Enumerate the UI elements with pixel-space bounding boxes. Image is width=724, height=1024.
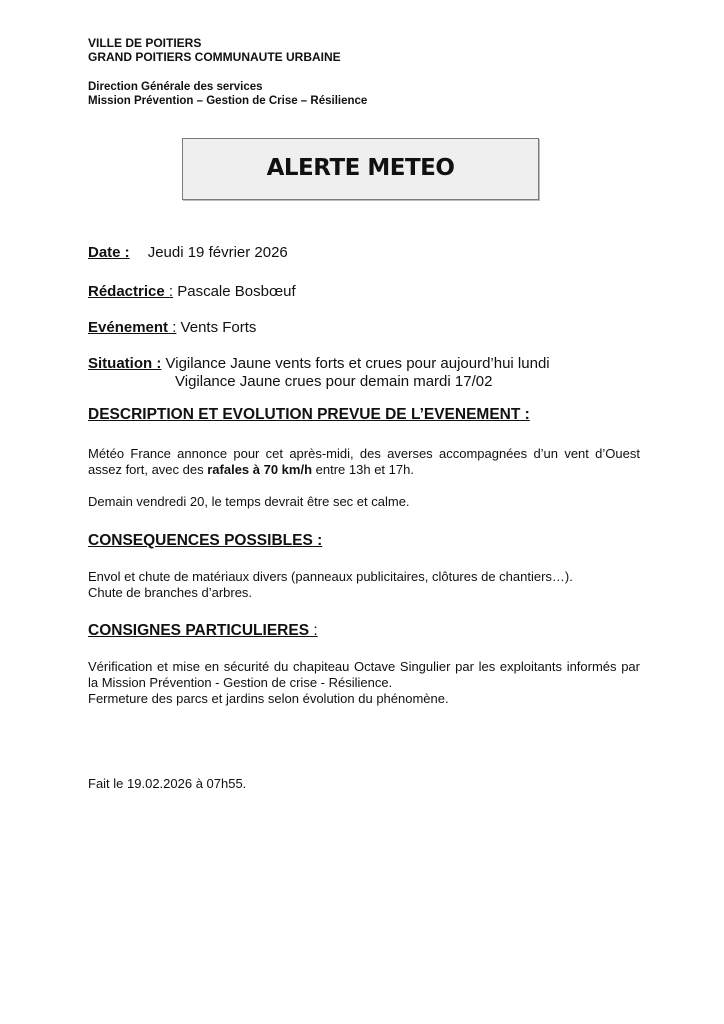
redactrice-field — [88, 283, 296, 301]
description-paragraph-2: Demain vendredi 20, le temps devrait être sec et calme. — [88, 494, 410, 509]
date-value: Jeudi 19 février 2026 — [147, 244, 288, 261]
description-gusts: rafales à 70 km/h — [207, 462, 313, 477]
consequences-line-2: Chute de branches d’arbres. — [88, 585, 253, 600]
alert-title: ALERTE METEO — [266, 155, 455, 181]
org-subname: GRAND POITIERS COMMUNAUTE URBAINE — [88, 50, 341, 64]
alert-title-box — [182, 138, 539, 200]
situation-label: Situation : — [88, 355, 162, 372]
consignes-paragraph-2: Fermeture des parcs et jardins selon évolution du phénomène. — [88, 691, 449, 706]
date-field — [88, 244, 288, 262]
redactrice-colon: : — [164, 283, 174, 300]
redactrice-label: Rédactrice — [88, 283, 165, 300]
mission-name: Mission Prévention – Gestion de Crise – Résilience — [88, 95, 368, 107]
evenement-field — [88, 319, 256, 337]
situation-field — [88, 355, 550, 373]
consignes-paragraph-1: Vérification et mise en sécurité du chapiteau Octave Singulier par les exploitants informés par la Mission Prévention - Gestion de crise - Résilience. — [88, 659, 640, 690]
department-name: Direction Générale des services — [88, 81, 263, 93]
evenement-value: Vents Forts — [176, 319, 257, 336]
description-heading: DESCRIPTION ET EVOLUTION PREVUE DE L’EVENEMENT : — [88, 406, 530, 423]
org-name: VILLE DE POITIERS — [88, 36, 202, 50]
consequences-heading: CONSEQUENCES POSSIBLES : — [88, 532, 323, 549]
consignes-heading-text: CONSIGNES PARTICULIERES — [88, 622, 310, 639]
description-paragraph-1 — [88, 446, 640, 478]
consignes-heading — [88, 622, 318, 640]
date-label: Date : — [88, 244, 130, 261]
description-text-b: entre 13h et 17h. — [312, 462, 414, 477]
consequences-line-1: Envol et chute de matériaux divers (panneaux publicitaires, clôtures de chantiers…). — [88, 569, 573, 584]
description-text-a: Météo France annonce pour cet après-midi, des averses accompagnées d’un vent d’Ouest assez fort, avec des — [88, 446, 640, 477]
evenement-colon: : — [168, 319, 177, 336]
situation-line-1: Vigilance Jaune vents forts et crues pour aujourd’hui lundi — [165, 355, 550, 372]
evenement-label: Evénement — [88, 319, 169, 336]
situation-line-2: Vigilance Jaune crues pour demain mardi 17/02 — [175, 373, 493, 390]
signature-date: Fait le 19.02.2026 à 07h55. — [88, 776, 247, 791]
redactrice-value: Pascale Bosbœuf — [173, 283, 296, 300]
consignes-heading-colon: : — [309, 622, 318, 639]
